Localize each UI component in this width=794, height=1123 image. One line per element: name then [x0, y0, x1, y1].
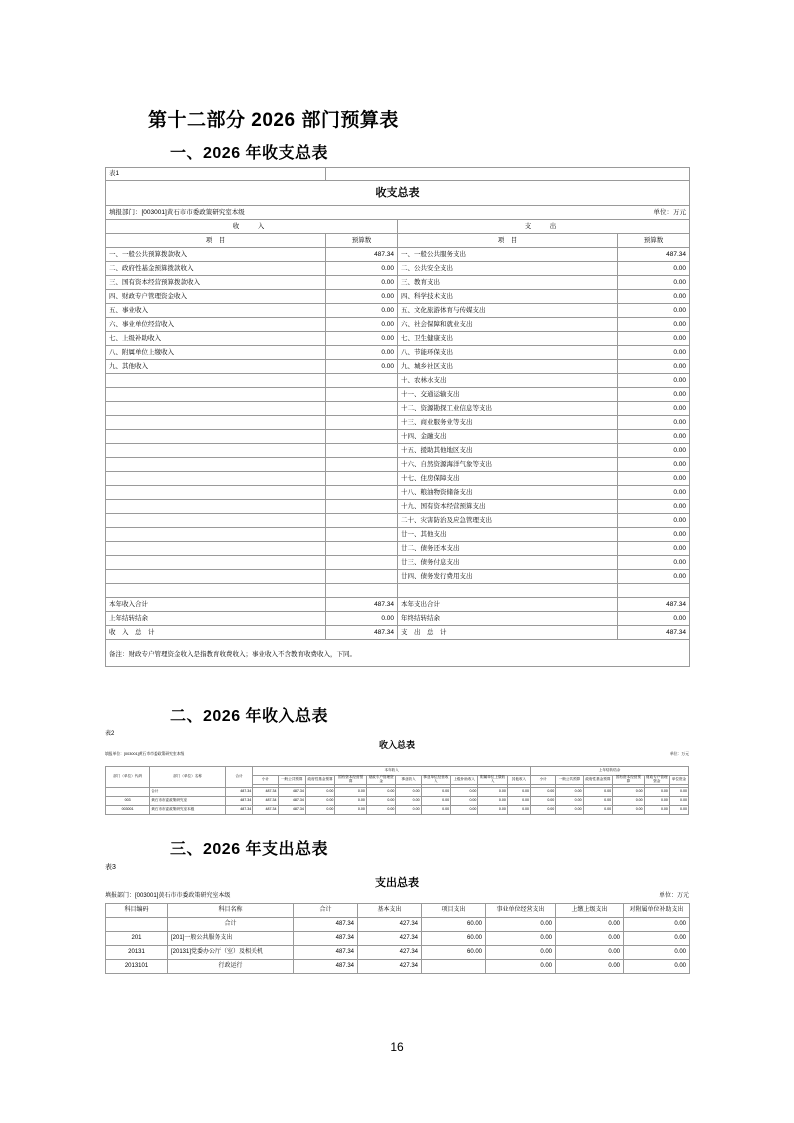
t2-g3: 0.00 — [335, 806, 367, 815]
table-row — [106, 430, 690, 444]
expense-value: 0.00 — [618, 276, 690, 290]
income-item: 五、事业收入 — [106, 304, 326, 318]
t2-u1: 0.00 — [556, 788, 583, 797]
t2-u2: 0.00 — [583, 797, 612, 806]
t2-u4: 0.00 — [644, 797, 669, 806]
expense-item: 十五、援助其他地区支出 — [398, 444, 618, 458]
table2-title: 收入总表 — [378, 740, 415, 750]
income-item: 二、政府性基金预算拨款收入 — [106, 262, 326, 276]
income-item: 九、其他收入 — [106, 360, 326, 374]
expense-item: 十二、资源勘探工业信息等支出 — [398, 402, 618, 416]
expense-item: 十、农林水支出 — [398, 374, 618, 388]
expense-item: 廿一、其他支出 — [398, 528, 618, 542]
t2-sub-main-0: 小计 — [253, 776, 278, 785]
table1-group-income: 收 入 — [106, 220, 398, 234]
table-row — [106, 346, 690, 360]
table-row — [106, 797, 689, 806]
t2-h-name: 部门（单位）名称 — [150, 767, 226, 788]
expense-item: 十四、金融支出 — [398, 430, 618, 444]
income-item: 八、附属单位上缴收入 — [106, 346, 326, 360]
t3-project: 60.00 — [422, 918, 486, 932]
income-grand-total-label: 收 入 总 计 — [106, 626, 326, 640]
t3-h-6: 上缴上级支出 — [556, 904, 624, 918]
t2-g7: 0.00 — [451, 788, 478, 797]
table3-unit: 单位：万元 — [658, 893, 689, 899]
t3-name: 合计 — [168, 918, 294, 932]
income-value: 0.00 — [326, 346, 398, 360]
expense-value: 0.00 — [618, 304, 690, 318]
income-value: 0.00 — [326, 360, 398, 374]
table-row — [106, 486, 690, 500]
income-value: 0.00 — [326, 290, 398, 304]
table-row-carryover — [106, 612, 690, 626]
table-row — [106, 318, 690, 332]
t2-g5: 0.00 — [396, 788, 421, 797]
t3-code: 20131 — [106, 946, 168, 960]
section-heading-1: 一、2026 年收支总表 — [170, 145, 329, 162]
t2-sub: 487.34 — [253, 788, 278, 797]
expense-item: 廿二、债务还本支出 — [398, 542, 618, 556]
table-row — [106, 932, 690, 946]
t2-h-main: 本年收入 — [253, 767, 531, 776]
t2-u0: 0.00 — [531, 788, 556, 797]
table-row-spacer — [106, 584, 690, 598]
t3-subsidy: 0.00 — [624, 918, 690, 932]
t3-name: [20131]党委办公厅（室）及相关机 — [168, 946, 294, 960]
expense-value: 0.00 — [618, 570, 690, 584]
table-row — [106, 514, 690, 528]
expense-value: 0.00 — [618, 500, 690, 514]
t3-operating: 0.00 — [486, 932, 556, 946]
income-item: 七、上级补助收入 — [106, 332, 326, 346]
table-row — [106, 360, 690, 374]
t2-name: 黄石市市委政策研究室 — [150, 797, 226, 806]
t3-name: [201]一般公共服务支出 — [168, 932, 294, 946]
table-row-total-year — [106, 598, 690, 612]
t2-u3: 0.00 — [613, 806, 645, 815]
expense-value: 0.00 — [618, 472, 690, 486]
table1-group-expense: 支 出 — [398, 220, 690, 234]
t2-u4: 0.00 — [644, 788, 669, 797]
t2-sub-main-1: 一般公共预算 — [278, 776, 305, 785]
expense-item: 廿三、债务付息支出 — [398, 556, 618, 570]
t2-sub-up-1: 一般公共预算 — [556, 776, 583, 785]
t2-sub-up-0: 小计 — [531, 776, 556, 785]
t2-u2: 0.00 — [583, 806, 612, 815]
expense-year-total-value: 487.34 — [618, 598, 690, 612]
table-row — [106, 946, 690, 960]
table-row — [106, 960, 690, 974]
t3-subsidy: 0.00 — [624, 932, 690, 946]
expense-item: 一、一般公共服务支出 — [398, 248, 618, 262]
expense-value: 0.00 — [618, 430, 690, 444]
page-number: 16 — [390, 1040, 404, 1054]
table-row — [106, 276, 690, 290]
t2-g8: 0.00 — [478, 797, 507, 806]
t2-sub-main-4: 财政专户管理资金 — [366, 776, 395, 785]
t3-operating: 0.00 — [486, 918, 556, 932]
t2-g2: 0.00 — [305, 797, 334, 806]
table-row — [106, 500, 690, 514]
t2-u5: 0.00 — [669, 806, 688, 815]
table-row — [106, 458, 690, 472]
income-value: 0.00 — [326, 262, 398, 276]
t3-total: 487.34 — [294, 932, 358, 946]
expense-value: 0.00 — [618, 486, 690, 500]
t3-project — [422, 960, 486, 974]
table1-footnote: 备注：财政专户管理资金收入是指教育收费收入；事业收入不含教育收费收入，下同。 — [106, 640, 690, 667]
table3-label: 表3 — [105, 864, 116, 871]
t2-sub-up-3: 国有资本经营预算 — [613, 776, 645, 785]
t3-basic: 427.34 — [358, 918, 422, 932]
table1-unit: 单位：万元 — [618, 206, 690, 220]
t2-u2: 0.00 — [583, 788, 612, 797]
table2-label: 表2 — [105, 731, 115, 737]
income-value: 0.00 — [326, 304, 398, 318]
table1-col-item-expense: 项 目 — [398, 234, 618, 248]
t2-sub-main-9: 其他收入 — [507, 776, 530, 785]
expense-value: 0.00 — [618, 262, 690, 276]
expense-value: 0.00 — [618, 360, 690, 374]
carryover-label: 上年结转结余 — [106, 612, 326, 626]
t2-sub-main-5: 事业收入 — [396, 776, 421, 785]
table-row — [106, 416, 690, 430]
t2-h-total: 合计 — [225, 767, 252, 788]
expense-value: 0.00 — [618, 332, 690, 346]
t3-total: 487.34 — [294, 918, 358, 932]
t3-h-2: 合计 — [294, 904, 358, 918]
income-item: 一、一般公共预算拨款收入 — [106, 248, 326, 262]
t3-h-7: 对附属单位补助支出 — [624, 904, 690, 918]
expense-item: 六、社会保障和就业支出 — [398, 318, 618, 332]
t2-code — [106, 788, 150, 797]
t2-g9: 0.00 — [507, 788, 530, 797]
t3-project: 60.00 — [422, 946, 486, 960]
expense-item: 十三、商业服务业等支出 — [398, 416, 618, 430]
t3-upper: 0.00 — [556, 932, 624, 946]
income-item: 四、财政专户管理资金收入 — [106, 290, 326, 304]
t2-g8: 0.00 — [478, 806, 507, 815]
expense-year-total-label: 本年支出合计 — [398, 598, 618, 612]
table2-dept: 填报单位：[003001]黄石市市委政策研究室本级 — [105, 752, 185, 756]
t2-g6: 0.00 — [421, 797, 450, 806]
expense-item: 三、教育支出 — [398, 276, 618, 290]
t2-sub-main-7: 上级补助收入 — [451, 776, 478, 785]
expense-value: 0.00 — [618, 458, 690, 472]
t2-sub-up-5: 单位资金 — [669, 776, 688, 785]
t2-u5: 0.00 — [669, 788, 688, 797]
t2-sub: 487.34 — [253, 797, 278, 806]
t3-name: 行政运行 — [168, 960, 294, 974]
t2-sub-up-4: 财政专户管理资金 — [646, 775, 668, 783]
expense-item: 十八、粮油物资储备支出 — [398, 486, 618, 500]
carryover-value: 0.00 — [326, 612, 398, 626]
table-row — [106, 444, 690, 458]
t2-g4: 0.00 — [366, 806, 395, 815]
table2-subheader — [105, 752, 689, 757]
expense-item: 七、卫生健康支出 — [398, 332, 618, 346]
income-year-total-label: 本年收入合计 — [106, 598, 326, 612]
t2-sub-main-6: 事业单位经营收入 — [421, 776, 450, 785]
income-item: 三、国有资本经营预算拨款收入 — [106, 276, 326, 290]
expense-value: 0.00 — [618, 416, 690, 430]
t2-h-upper: 上年结转结余 — [531, 767, 689, 776]
income-value: 487.34 — [326, 248, 398, 262]
t2-g6: 0.00 — [421, 806, 450, 815]
t3-total: 487.34 — [294, 960, 358, 974]
table2-unit: 单位：万元 — [670, 752, 689, 756]
t2-g1: 487.34 — [278, 788, 305, 797]
t2-u3: 0.00 — [613, 797, 645, 806]
table-row — [106, 402, 690, 416]
t2-u0: 0.00 — [531, 797, 556, 806]
t3-h-4: 项目支出 — [422, 904, 486, 918]
expense-item: 十六、自然资源海洋气象等支出 — [398, 458, 618, 472]
t3-subsidy: 0.00 — [624, 946, 690, 960]
t2-g8: 0.00 — [478, 788, 507, 797]
section-heading-2: 二、2026 年收入总表 — [170, 708, 329, 725]
table3-dept: 填报部门：[003001]黄石市市委政策研究室本级 — [105, 893, 231, 899]
t2-g1: 487.34 — [278, 806, 305, 815]
table-row — [106, 304, 690, 318]
expense-item: 四、科学技术支出 — [398, 290, 618, 304]
t2-g6: 0.00 — [421, 788, 450, 797]
t3-basic: 427.34 — [358, 932, 422, 946]
expense-value: 0.00 — [618, 528, 690, 542]
t2-g7: 0.00 — [451, 797, 478, 806]
t2-u3: 0.00 — [613, 788, 645, 797]
expense-value: 0.00 — [618, 374, 690, 388]
t3-upper: 0.00 — [556, 918, 624, 932]
expense-value: 0.00 — [618, 514, 690, 528]
table-income-expense-summary — [105, 167, 690, 667]
t2-total: 487.34 — [225, 797, 252, 806]
expense-value: 0.00 — [618, 346, 690, 360]
income-value: 0.00 — [326, 276, 398, 290]
expense-item: 十一、交通运输支出 — [398, 388, 618, 402]
expense-item: 廿四、债务发行费用支出 — [398, 570, 618, 584]
t2-sub-main-8: 附属单位上缴收入 — [478, 776, 507, 785]
t3-basic: 427.34 — [358, 960, 422, 974]
table-row — [106, 570, 690, 584]
t3-operating: 0.00 — [486, 946, 556, 960]
t2-total: 487.34 — [225, 806, 252, 815]
t2-sub-main-3: 国有资本经营预算 — [335, 776, 367, 785]
table-row — [106, 542, 690, 556]
table-row — [106, 806, 689, 815]
table1-dept: 填报部门：[003001]黄石市市委政策研究室本级 — [106, 206, 398, 220]
table-income-detail — [105, 766, 689, 815]
t3-h-1: 科目名称 — [168, 904, 294, 918]
t2-sub-up-2: 政府性基金预算 — [583, 776, 612, 785]
table3-title: 支出总表 — [375, 877, 419, 889]
t2-total: 487.34 — [225, 788, 252, 797]
table-row — [106, 290, 690, 304]
t3-project: 60.00 — [422, 932, 486, 946]
expense-item: 十九、国有资本经营预算支出 — [398, 500, 618, 514]
expense-value: 487.34 — [618, 248, 690, 262]
expense-item: 十七、住房保障支出 — [398, 472, 618, 486]
t2-name: 合计 — [150, 788, 226, 797]
table1-col-budget-income: 预算数 — [326, 234, 398, 248]
t3-code: 2013101 — [106, 960, 168, 974]
t2-u5: 0.00 — [669, 797, 688, 806]
table-row — [106, 528, 690, 542]
t2-g7: 0.00 — [451, 806, 478, 815]
table-expense-detail — [105, 903, 690, 974]
table-row — [106, 556, 690, 570]
expense-value: 0.00 — [618, 402, 690, 416]
table1-col-budget-expense: 预算数 — [618, 234, 690, 248]
expense-value: 0.00 — [618, 556, 690, 570]
t2-code: 003001 — [106, 806, 150, 815]
year-end-label: 年终结转结余 — [398, 612, 618, 626]
expense-value: 0.00 — [618, 290, 690, 304]
t2-h-code: 部门（单位）代码 — [106, 767, 150, 788]
t2-sub-main-2: 政府性基金预算 — [305, 776, 334, 785]
expense-item: 二、公共安全支出 — [398, 262, 618, 276]
income-grand-total-value: 487.34 — [326, 626, 398, 640]
t2-name: 黄石市市委政策研究室本级 — [150, 806, 226, 815]
t2-g3: 0.00 — [335, 788, 367, 797]
expense-item: 二十、灾害防治及应急管理支出 — [398, 514, 618, 528]
t2-sub: 487.34 — [253, 806, 278, 815]
table-row — [106, 788, 689, 797]
t2-g3: 0.00 — [335, 797, 367, 806]
t2-g5: 0.00 — [396, 806, 421, 815]
table-row — [106, 472, 690, 486]
table1-label: 表1 — [106, 168, 326, 181]
t2-u0: 0.00 — [531, 806, 556, 815]
t3-h-0: 科目编码 — [106, 904, 168, 918]
expense-grand-total-label: 支 出 总 计 — [398, 626, 618, 640]
income-value: 0.00 — [326, 332, 398, 346]
table3-subheader — [105, 890, 689, 899]
t2-g2: 0.00 — [305, 788, 334, 797]
t2-g2: 0.00 — [305, 806, 334, 815]
table-row — [106, 374, 690, 388]
table-row — [106, 388, 690, 402]
expense-value: 0.00 — [618, 542, 690, 556]
expense-value: 0.00 — [618, 318, 690, 332]
section-heading-3: 三、2026 年支出总表 — [170, 841, 329, 858]
year-end-value: 0.00 — [618, 612, 690, 626]
table1-title: 收支总表 — [106, 181, 690, 206]
t3-subsidy: 0.00 — [624, 960, 690, 974]
expense-item: 九、城乡社区支出 — [398, 360, 618, 374]
t3-upper: 0.00 — [556, 946, 624, 960]
page-title: 第十二部分 2026 部门预算表 — [148, 110, 399, 131]
expense-item: 八、节能环保支出 — [398, 346, 618, 360]
table-row-grand-total — [106, 626, 690, 640]
t3-code — [106, 918, 168, 932]
expense-value: 0.00 — [618, 444, 690, 458]
t2-g9: 0.00 — [507, 806, 530, 815]
table-row — [106, 248, 690, 262]
t3-h-3: 基本支出 — [358, 904, 422, 918]
income-value: 0.00 — [326, 318, 398, 332]
t3-operating: 0.00 — [486, 960, 556, 974]
table-row — [106, 262, 690, 276]
expense-value: 0.00 — [618, 388, 690, 402]
t2-g5: 0.00 — [396, 797, 421, 806]
t3-basic: 427.34 — [358, 946, 422, 960]
expense-item: 五、文化旅游体育与传媒支出 — [398, 304, 618, 318]
t2-u4: 0.00 — [644, 806, 669, 815]
t2-g4: 0.00 — [366, 788, 395, 797]
t2-u1: 0.00 — [556, 806, 583, 815]
t2-g1: 487.34 — [278, 797, 305, 806]
t3-code: 201 — [106, 932, 168, 946]
table1-col-item-income: 项 目 — [106, 234, 326, 248]
t3-total: 487.34 — [294, 946, 358, 960]
t3-upper: 0.00 — [556, 960, 624, 974]
t3-h-5: 事业单位经营支出 — [486, 904, 556, 918]
t2-g9: 0.00 — [507, 797, 530, 806]
t2-g4: 0.00 — [366, 797, 395, 806]
t2-code: 003 — [106, 797, 150, 806]
table-row — [106, 918, 690, 932]
table-row — [106, 332, 690, 346]
income-item: 六、事业单位经营收入 — [106, 318, 326, 332]
expense-grand-total-value: 487.34 — [618, 626, 690, 640]
income-year-total-value: 487.34 — [326, 598, 398, 612]
t2-u1: 0.00 — [556, 797, 583, 806]
